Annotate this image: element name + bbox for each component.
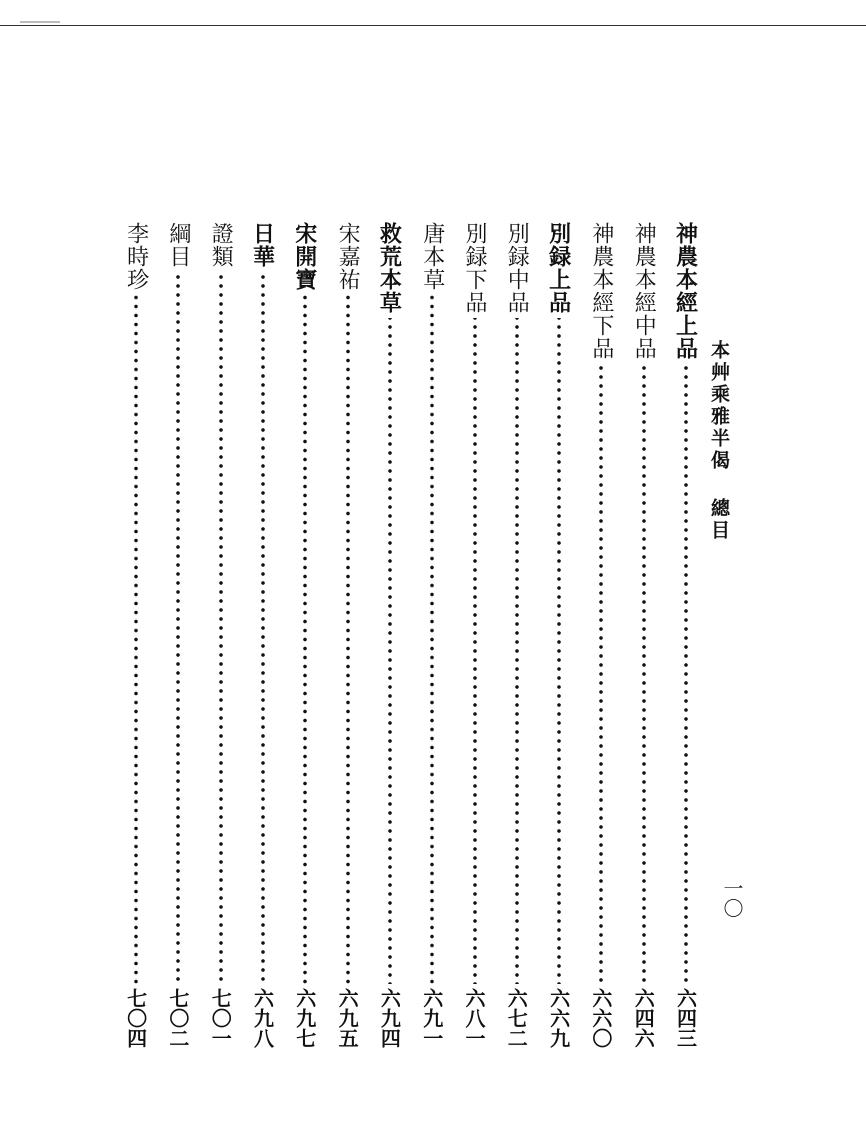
entry-title: 別録下品 xyxy=(462,222,487,314)
toc-entry xyxy=(670,222,702,1048)
dot-leader xyxy=(459,318,491,984)
entry-title: 宋開寶 xyxy=(291,222,318,291)
book-title: 本艸乘雅半偈 xyxy=(708,340,730,472)
entry-page: 六九五 xyxy=(335,988,360,1048)
page-number: 一〇 xyxy=(720,878,744,918)
entry-page: 七〇四 xyxy=(123,988,148,1048)
dot-leader xyxy=(162,272,194,984)
dot-leader xyxy=(585,364,617,984)
toc-entry xyxy=(162,222,194,1048)
toc-entry xyxy=(501,222,533,1048)
dot-leader xyxy=(628,364,660,984)
toc-entry xyxy=(205,222,237,1048)
entry-page: 六四三 xyxy=(673,988,698,1048)
dot-leader xyxy=(120,295,152,984)
toc-entry xyxy=(120,222,152,1048)
dot-leader xyxy=(205,272,237,984)
entry-page: 六九一 xyxy=(419,988,444,1048)
entry-title: 別録中品 xyxy=(504,222,530,314)
toc-entry xyxy=(459,222,491,1048)
entry-title: 綱目 xyxy=(165,222,191,268)
entry-page: 六六九 xyxy=(546,988,571,1048)
dot-leader xyxy=(670,364,702,984)
toc-entry xyxy=(585,222,617,1048)
toc-entry xyxy=(247,222,279,1048)
top-rule xyxy=(0,25,866,26)
entry-page: 六八一 xyxy=(462,988,486,1048)
entry-page: 六六〇 xyxy=(588,988,613,1048)
entry-title: 神農本經中品 xyxy=(631,222,657,360)
dot-leader xyxy=(289,295,321,984)
entry-title: 神農本經上品 xyxy=(672,222,699,360)
entry-title: 別録上品 xyxy=(545,222,572,314)
entry-title: 證類 xyxy=(208,222,234,268)
entry-page: 六九八 xyxy=(250,988,275,1048)
entry-page: 六九四 xyxy=(377,988,402,1048)
dot-leader xyxy=(374,318,406,984)
entry-page: 六四六 xyxy=(631,988,656,1048)
entry-page: 六七二 xyxy=(504,988,529,1048)
toc-entry xyxy=(416,222,448,1048)
toc-entry xyxy=(289,222,321,1048)
section-title: 總目 xyxy=(708,498,730,542)
dot-leader xyxy=(416,295,448,984)
toc-entry xyxy=(628,222,660,1048)
toc-entry xyxy=(543,222,575,1048)
running-header xyxy=(706,340,733,542)
entry-page: 七〇一 xyxy=(208,988,233,1048)
scan-mark xyxy=(20,21,60,23)
dot-leader xyxy=(543,318,575,984)
entry-page: 六九七 xyxy=(292,988,317,1048)
entry-title: 救荒本草 xyxy=(376,222,403,314)
dot-leader xyxy=(501,318,533,984)
entry-title: 神農本經下品 xyxy=(588,222,614,360)
dot-leader xyxy=(332,295,364,984)
entry-title: 日華 xyxy=(249,222,276,268)
toc-entry xyxy=(374,222,406,1048)
toc-entry xyxy=(332,222,364,1048)
entry-title: 宋嘉祐 xyxy=(335,222,361,291)
dot-leader xyxy=(247,272,279,984)
entry-title: 唐本草 xyxy=(419,222,445,291)
entry-page: 七〇二 xyxy=(165,988,190,1048)
entry-title: 李時珍 xyxy=(123,222,149,291)
